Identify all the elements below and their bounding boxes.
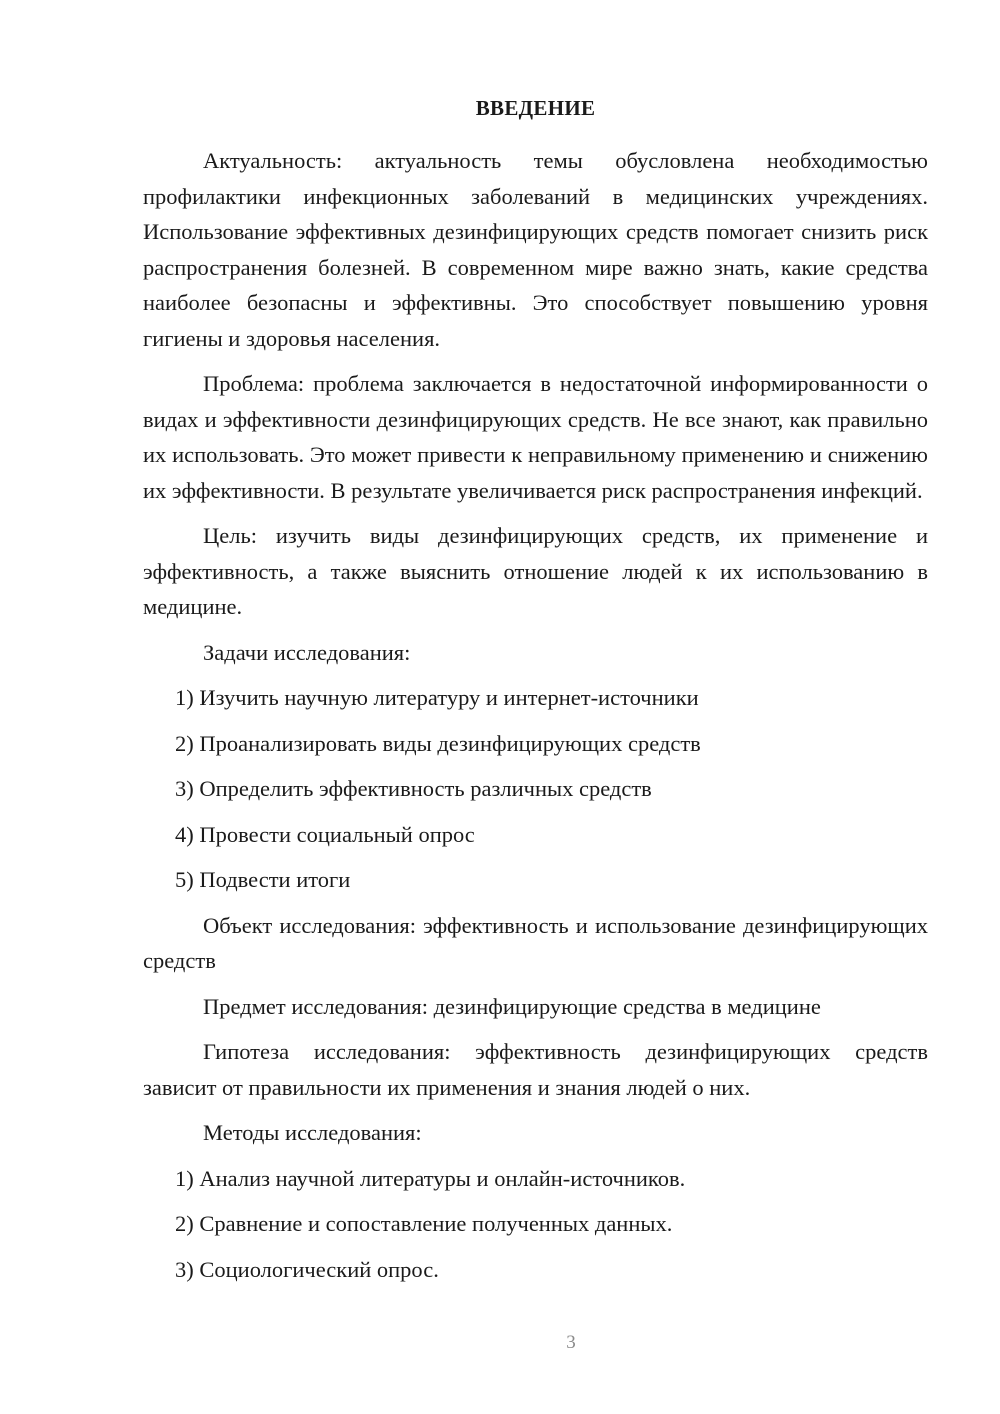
- problem-paragraph: Проблема: проблема заключается в недостаточной информированности о видах и эффективности дезинфицирующих средств. Не все знают, как правильно их использовать. Это может привести к неправильному применению и снижению их эффективности. В результате увеличивается риск распространения инфекций.: [143, 371, 928, 503]
- task-item: 1) Изучить научную литературу и интернет-источники: [175, 685, 699, 710]
- hypothesis-paragraph: Гипотеза исследования: эффективность дезинфицирующих средств зависит от правильности их применения и знания людей о них.: [143, 1039, 928, 1100]
- method-item: 2) Сравнение и сопоставление полученных данных.: [175, 1211, 673, 1236]
- document-page: [143, 92, 928, 1297]
- goal-paragraph: Цель: изучить виды дезинфицирующих средств, их применение и эффективность, а также выяснить отношение людей к их использованию в медицине.: [143, 523, 928, 619]
- task-item: 2) Проанализировать виды дезинфицирующих средств: [175, 730, 701, 756]
- task-item: 3) Определить эффективность различных средств: [175, 776, 652, 801]
- relevance-paragraph: Актуальность: актуальность темы обусловлена необходимостью профилактики инфекционных заболеваний в медицинских учреждениях. Использование эффективных дезинфицирующих средств помогает снизить риск распространения болезней. В современном мире важно знать, какие средства наиболее безопасны и эффективны. Это способствует повышению уровня гигиены и здоровья населения.: [143, 148, 928, 351]
- method-item: 3) Социологический опрос.: [175, 1256, 439, 1282]
- tasks-heading: Задачи исследования:: [203, 639, 411, 665]
- methods-heading: Методы исследования:: [203, 1120, 422, 1145]
- object-paragraph: Объект исследования: эффективность и использование дезинфицирующих средств: [143, 912, 928, 973]
- page-number: 3: [566, 1332, 576, 1353]
- task-item: 4) Провести социальный опрос: [175, 821, 475, 847]
- task-item: 5) Подвести итоги: [175, 867, 351, 892]
- method-item: 1) Анализ научной литературы и онлайн-источников.: [175, 1165, 686, 1191]
- subject-paragraph: Предмет исследования: дезинфицирующие средства в медицине: [203, 993, 821, 1019]
- section-title: ВВЕДЕНИЕ: [475, 96, 596, 120]
